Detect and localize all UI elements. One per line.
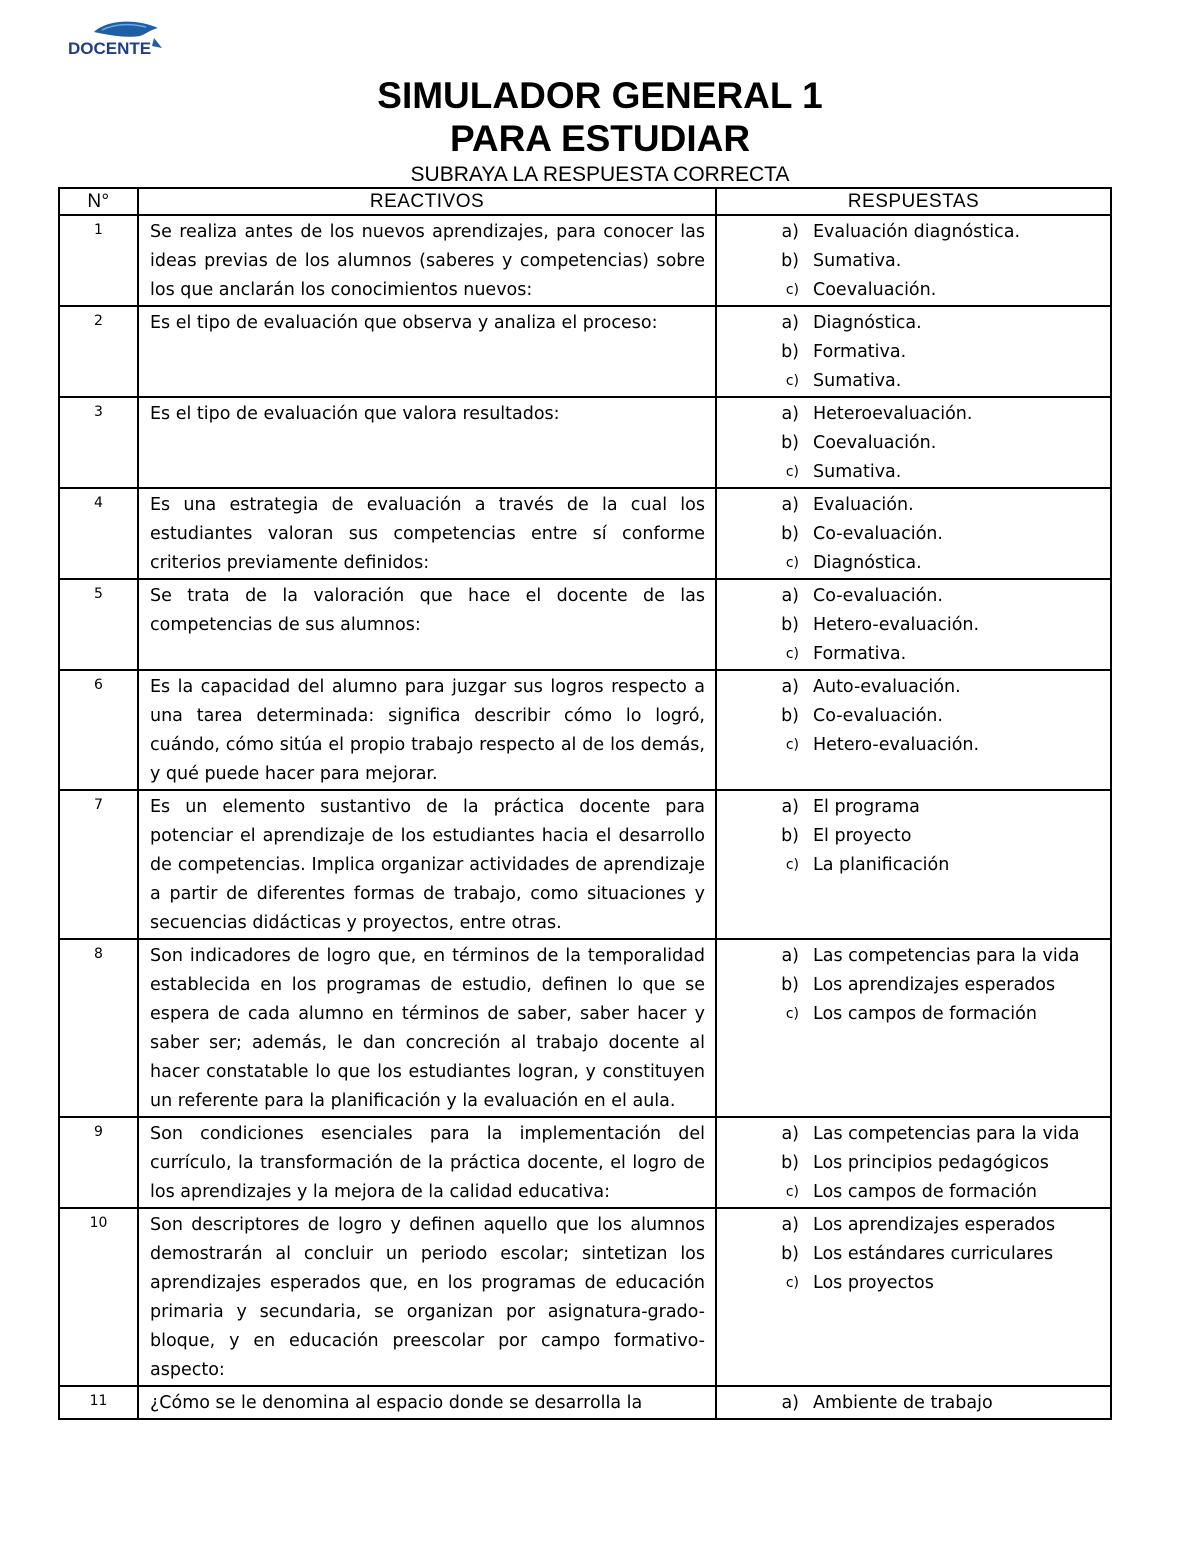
answer-option[interactable] (717, 247, 1110, 276)
option-letter: a) (781, 222, 799, 242)
option-text: El programa (813, 797, 920, 817)
answer-options (716, 488, 1111, 579)
option-text: Los proyectos (813, 1273, 934, 1293)
option-text: Ambiente de trabajo (813, 1393, 993, 1413)
instruction-text: SUBRAYA LA RESPUESTA CORRECTA (410, 163, 790, 186)
column-header-number: N° (59, 188, 138, 215)
column-header-reactivos: REACTIVOS (138, 188, 716, 215)
table-row (59, 488, 1111, 579)
answer-option[interactable] (717, 851, 1110, 880)
answer-option[interactable] (717, 1000, 1110, 1029)
option-letter: b) (781, 826, 799, 846)
table-row (59, 1117, 1111, 1208)
page-subtitle: PARA ESTUDIAR (449, 118, 751, 159)
option-text: Sumativa. (813, 462, 902, 482)
option-text: Formativa. (813, 644, 907, 664)
answer-option[interactable] (717, 611, 1110, 640)
answer-option[interactable] (717, 702, 1110, 731)
table-row (59, 1386, 1111, 1419)
answer-options (716, 306, 1111, 397)
option-letter: b) (781, 1153, 799, 1173)
option-letter: a) (781, 586, 799, 606)
option-text: Auto-evaluación. (813, 677, 961, 697)
option-text: Formativa. (813, 342, 907, 362)
option-text: Hetero-evaluación. (813, 615, 980, 635)
option-letter: c) (785, 1184, 799, 1200)
answer-option[interactable] (717, 731, 1110, 760)
answer-option[interactable] (717, 1211, 1110, 1240)
question-number: 1 (59, 215, 138, 306)
option-letter: c) (785, 737, 799, 753)
question-text: Es una estrategia de evaluación a través de la cual los estudiantes valoran sus competencias entre sí conforme criterios previamente definidos: (138, 488, 716, 579)
option-text: Diagnóstica. (813, 553, 922, 573)
answer-option[interactable] (717, 1149, 1110, 1178)
question-number: 11 (59, 1386, 138, 1419)
logo-text: DOCENTE (68, 39, 152, 58)
answer-option[interactable] (717, 338, 1110, 367)
answer-option[interactable] (717, 458, 1110, 487)
option-letter: a) (781, 797, 799, 817)
option-letter: b) (781, 433, 799, 453)
answer-options (716, 939, 1111, 1117)
option-text: Las competencias para la vida (813, 946, 1080, 966)
answer-option[interactable] (717, 367, 1110, 396)
table-row (59, 215, 1111, 306)
answer-option[interactable] (717, 309, 1110, 338)
question-number: 2 (59, 306, 138, 397)
table-row (59, 579, 1111, 670)
question-text: Es la capacidad del alumno para juzgar sus logros respecto a una tarea determinada: significa describir cómo lo logró, cuándo, cómo sitúa el propio trabajo respecto al de los demás, y qué puede hacer para mejorar. (138, 670, 716, 790)
docente-logo (66, 18, 166, 60)
option-text: Los aprendizajes esperados (813, 1215, 1056, 1235)
page-title: SIMULADOR GENERAL 1 (377, 75, 823, 116)
question-text: Es el tipo de evaluación que observa y analiza el proceso: (138, 306, 716, 397)
option-text: Los principios pedagógicos (813, 1153, 1049, 1173)
answer-options (716, 215, 1111, 306)
answer-option[interactable] (717, 520, 1110, 549)
option-letter: b) (781, 1244, 799, 1264)
option-letter: a) (781, 1215, 799, 1235)
question-number: 8 (59, 939, 138, 1117)
question-number: 4 (59, 488, 138, 579)
question-number: 6 (59, 670, 138, 790)
option-text: La planificación (813, 855, 950, 875)
option-text: Co-evaluación. (813, 706, 943, 726)
answer-option[interactable] (717, 1389, 1110, 1418)
question-number: 9 (59, 1117, 138, 1208)
option-text: Las competencias para la vida (813, 1124, 1080, 1144)
option-text: Co-evaluación. (813, 524, 943, 544)
option-letter: c) (785, 373, 799, 389)
question-text: Son descriptores de logro y definen aquello que los alumnos demostrarán al concluir un periodo escolar; sintetizan los aprendizajes esperados que, en los programas de educación primaria y secundaria, se organizan por asignatura-grado-bloque, y en educación preescolar por campo formativo-aspecto: (138, 1208, 716, 1386)
option-text: Heteroevaluación. (813, 404, 973, 424)
option-text: Evaluación diagnóstica. (813, 222, 1021, 242)
answer-option[interactable] (717, 549, 1110, 578)
option-letter: b) (781, 706, 799, 726)
option-letter: c) (785, 555, 799, 571)
table-row (59, 790, 1111, 939)
question-text: Son indicadores de logro que, en términos de la temporalidad establecida en los programas de estudio, definen lo que se espera de cada alumno en términos de saber, saber hacer y saber ser; además, le dan concreción al trabajo docente al hacer constatable lo que los estudiantes logran, y constituyen un referente para la planificación y la evaluación en el aula. (138, 939, 716, 1117)
option-letter: b) (781, 524, 799, 544)
question-text: Es un elemento sustantivo de la práctica docente para potenciar el aprendizaje de los estudiantes hacia el desarrollo de competencias. Implica organizar actividades de aprendizaje a partir de diferentes formas de trabajo, como situaciones y secuencias didácticas y proyectos, entre otras. (138, 790, 716, 939)
question-text: Es el tipo de evaluación que valora resultados: (138, 397, 716, 488)
answer-option[interactable] (717, 673, 1110, 702)
option-letter: c) (785, 857, 799, 873)
question-text: Se realiza antes de los nuevos aprendizajes, para conocer las ideas previas de los alumnos (saberes y competencias) sobre los que anclarán los conocimientos nuevos: (138, 215, 716, 306)
option-text: Los campos de formación (813, 1004, 1037, 1024)
option-letter: c) (785, 1006, 799, 1022)
option-text: Los estándares curriculares (813, 1244, 1054, 1264)
option-letter: c) (785, 646, 799, 662)
answer-options (716, 670, 1111, 790)
option-text: Evaluación. (813, 495, 914, 515)
option-text: Diagnóstica. (813, 313, 922, 333)
answer-option[interactable] (717, 1120, 1110, 1149)
option-letter: a) (781, 495, 799, 515)
option-letter: c) (785, 282, 799, 298)
answer-options (716, 1386, 1111, 1419)
answer-option[interactable] (717, 218, 1110, 247)
table-header-row (59, 188, 1111, 215)
answer-option[interactable] (717, 582, 1110, 611)
answer-option[interactable] (717, 971, 1110, 1000)
option-letter: b) (781, 615, 799, 635)
option-letter: b) (781, 342, 799, 362)
column-header-respuestas: RESPUESTAS (716, 188, 1111, 215)
option-letter: a) (781, 677, 799, 697)
question-text: ¿Cómo se le denomina al espacio donde se desarrolla la (138, 1386, 716, 1419)
option-text: El proyecto (813, 826, 912, 846)
answer-option[interactable] (717, 1240, 1110, 1269)
answer-option[interactable] (717, 822, 1110, 851)
question-number: 5 (59, 579, 138, 670)
question-text: Son condiciones esenciales para la implementación del currículo, la transformación de la práctica docente, el logro de los aprendizajes y la mejora de la calidad educativa: (138, 1117, 716, 1208)
option-text: Los aprendizajes esperados (813, 975, 1056, 995)
answer-options (716, 579, 1111, 670)
question-text: Se trata de la valoración que hace el docente de las competencias de sus alumnos: (138, 579, 716, 670)
answer-option[interactable] (717, 276, 1110, 305)
question-number: 7 (59, 790, 138, 939)
option-letter: c) (785, 1275, 799, 1291)
answer-option[interactable] (717, 1269, 1110, 1298)
answer-option[interactable] (717, 429, 1110, 458)
question-number: 3 (59, 397, 138, 488)
answer-option[interactable] (717, 942, 1110, 971)
answer-options (716, 790, 1111, 939)
answer-option[interactable] (717, 640, 1110, 669)
answer-options (716, 1117, 1111, 1208)
table-row (59, 306, 1111, 397)
option-text: Coevaluación. (813, 433, 937, 453)
table-row (59, 670, 1111, 790)
answer-option[interactable] (717, 793, 1110, 822)
answer-option[interactable] (717, 1178, 1110, 1207)
option-text: Sumativa. (813, 251, 902, 271)
option-text: Hetero-evaluación. (813, 735, 980, 755)
option-letter: a) (781, 1124, 799, 1144)
answer-option[interactable] (717, 400, 1110, 429)
table-row (59, 397, 1111, 488)
answer-option[interactable] (717, 491, 1110, 520)
question-number: 10 (59, 1208, 138, 1386)
option-letter: a) (781, 313, 799, 333)
quiz-table (58, 187, 1112, 1420)
option-letter: c) (785, 464, 799, 480)
option-letter: a) (781, 1393, 799, 1413)
option-text: Sumativa. (813, 371, 902, 391)
answer-options (716, 397, 1111, 488)
option-text: Coevaluación. (813, 280, 937, 300)
option-letter: b) (781, 975, 799, 995)
option-letter: a) (781, 404, 799, 424)
table-row (59, 939, 1111, 1117)
table-row (59, 1208, 1111, 1386)
option-letter: b) (781, 251, 799, 271)
option-text: Los campos de formación (813, 1182, 1037, 1202)
option-letter: a) (781, 946, 799, 966)
option-text: Co-evaluación. (813, 586, 943, 606)
answer-options (716, 1208, 1111, 1386)
